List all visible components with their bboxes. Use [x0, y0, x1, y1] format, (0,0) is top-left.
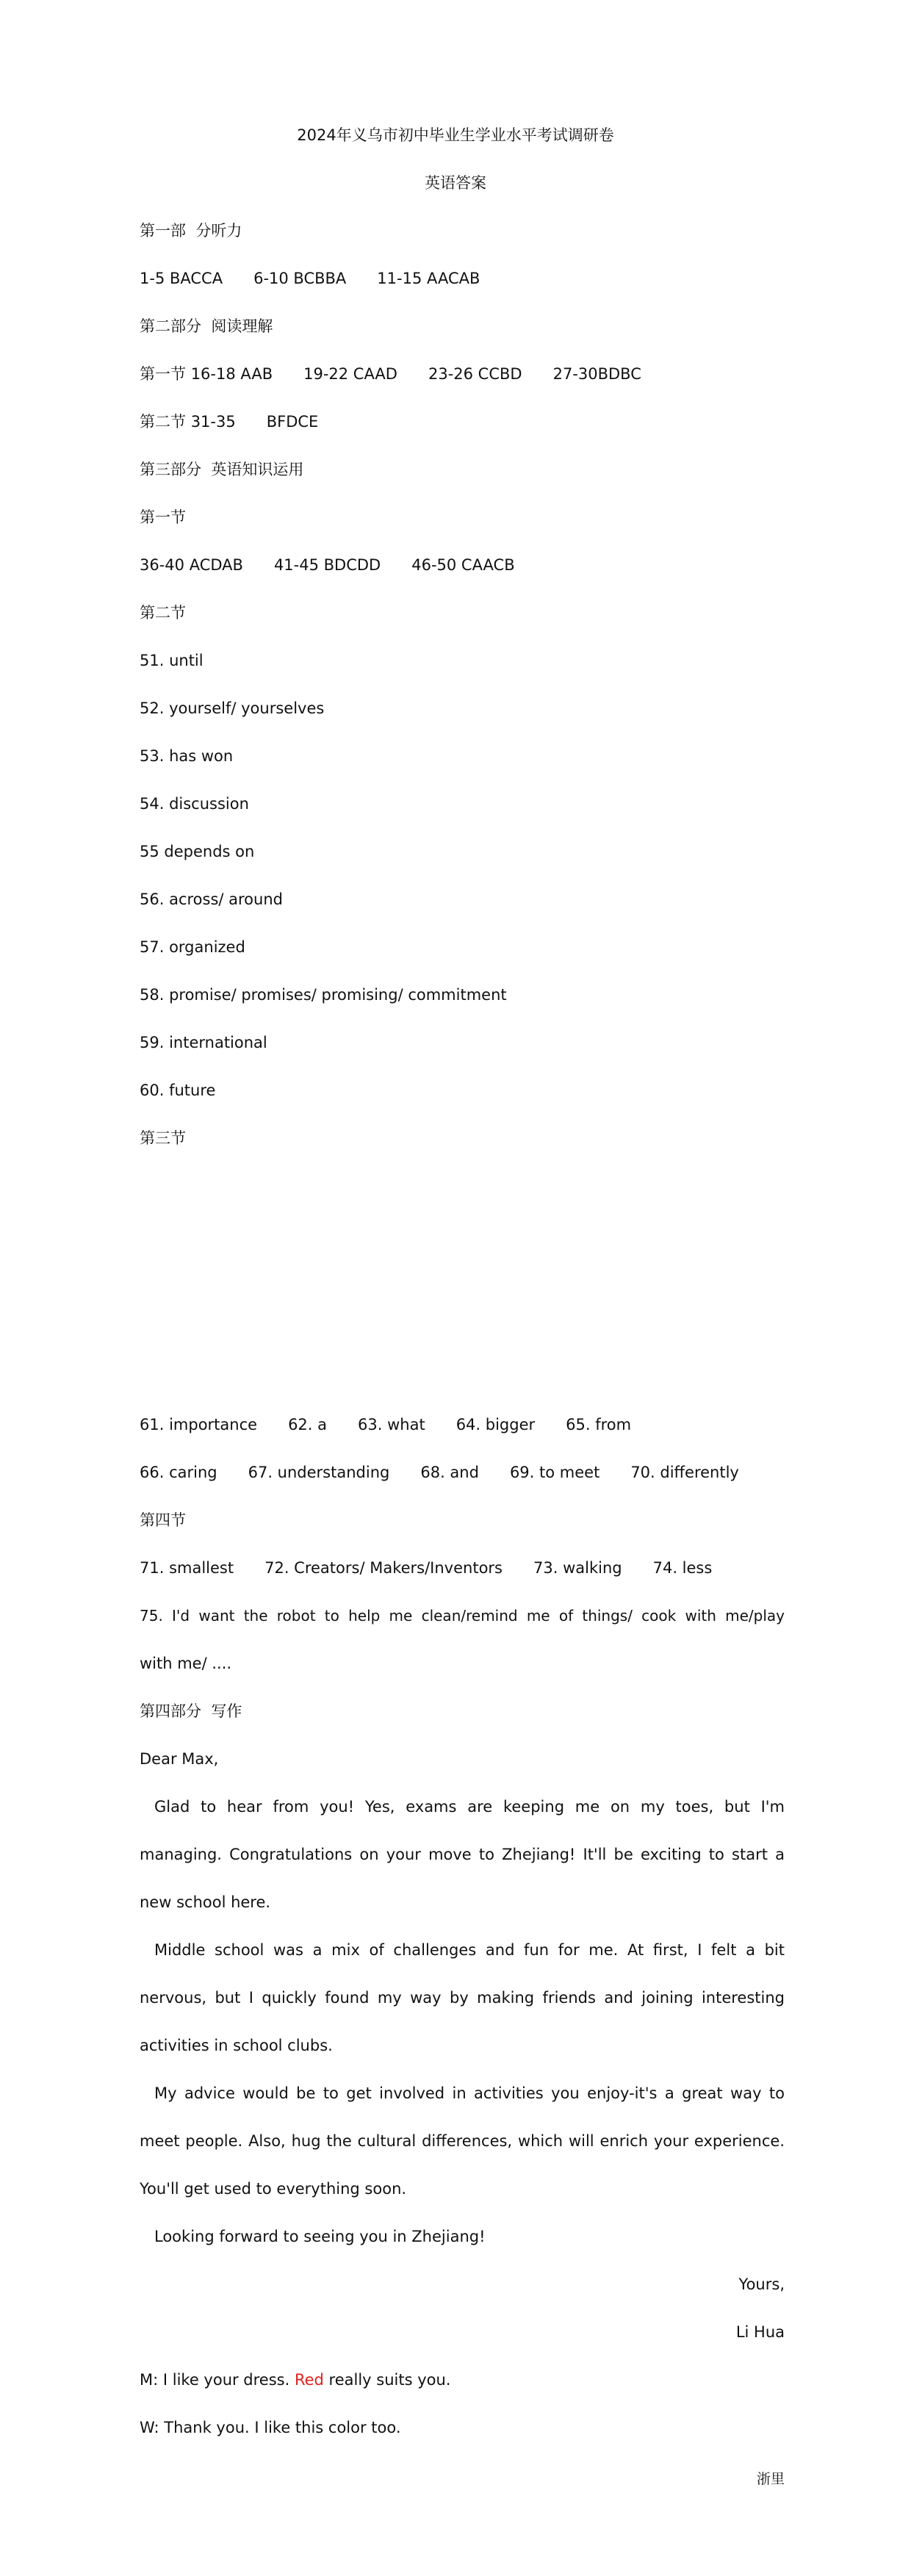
letter-signature: Li Hua — [735, 2323, 785, 2341]
part3-section3-row2: 66. caring 67. understanding 68. and 69. to meet 70. differently — [140, 1464, 739, 1481]
letter-p1-line3: new school here. — [140, 1893, 271, 1911]
footer-watermark: 浙里 — [756, 2471, 785, 2487]
letter-p1-line1: Glad to hear from you! Yes, exams are keeping me on my toes, but I'm — [154, 1798, 785, 1816]
list-item: 57. organized — [140, 938, 245, 956]
letter-p1-line2: managing. Congratulations on your move to Zhejiang! It'll be exciting to start a — [140, 1846, 785, 1863]
dialogue-m-line: M: I like your dress. Red really suits you. — [140, 2371, 451, 2389]
list-item: 60. future — [140, 1082, 216, 1099]
part3-section4-row1: 71. smallest 72. Creators/ Makers/Inventors 73. walking 74. less — [140, 1559, 713, 1577]
part1-answers: 1-5 BACCA 6-10 BCBBA 11-15 AACAB — [140, 270, 480, 287]
list-item: 54. discussion — [140, 795, 249, 813]
letter-closing: Yours, — [738, 2275, 785, 2293]
part3-heading: 第三部分 英语知识运用 — [140, 461, 304, 478]
part1-heading: 第一部 分听力 — [140, 222, 242, 240]
letter-p4: Looking forward to seeing you in Zhejiang! — [154, 2228, 486, 2245]
list-item: 56. across/ around — [140, 891, 283, 908]
part3-section2-label: 第二节 — [140, 604, 186, 622]
letter-p3-line3: You'll get used to everything soon. — [140, 2180, 407, 2198]
list-item: 53. has won — [140, 747, 234, 765]
highlight-word: Red — [294, 2371, 324, 2389]
part3-section3-label: 第三节 — [140, 1129, 186, 1147]
part3-section3-row1: 61. importance 62. a 63. what 64. bigger 65. from — [140, 1416, 632, 1433]
letter-greeting: Dear Max, — [140, 1750, 219, 1768]
q75-line2: with me/ .... — [140, 1655, 232, 1672]
part2-section1-answers: 第一节 16-18 AAB 19-22 CAAD 23-26 CCBD 27-30BDBC — [140, 365, 641, 383]
part3-section1-answers: 36-40 ACDAB 41-45 BDCDD 46-50 CAACB — [140, 556, 515, 574]
letter-p2-line3: activities in school clubs. — [140, 2037, 333, 2054]
list-item: 52. yourself/ yourselves — [140, 699, 325, 717]
dialogue-w-line: W: Thank you. I like this color too. — [140, 2419, 401, 2436]
part4-heading: 第四部分 写作 — [140, 1702, 242, 1720]
page-title: 2024年义乌市初中毕业生学业水平考试调研卷 — [297, 126, 614, 144]
list-item: 58. promise/ promises/ promising/ commitment — [140, 986, 507, 1004]
letter-p3-line2: meet people. Also, hug the cultural differences, which will enrich your experience. — [140, 2132, 785, 2150]
part2-section2-answers: 第二节 31-35 BFDCE — [140, 413, 319, 431]
list-item: 55 depends on — [140, 843, 255, 860]
letter-p2-line1: Middle school was a mix of challenges and fun for me. At first, I felt a bit — [154, 1941, 785, 1959]
part3-section4-label: 第四节 — [140, 1511, 186, 1529]
list-item: 51. until — [140, 652, 204, 669]
part3-section1-label: 第一节 — [140, 508, 186, 526]
letter-p2-line2: nervous, but I quickly found my way by making friends and joining interesting — [140, 1989, 785, 2007]
letter-p3-line1: My advice would be to get involved in activities you enjoy-it's a great way to — [154, 2084, 785, 2102]
page-subtitle: 英语答案 — [425, 174, 486, 192]
part2-heading: 第二部分 阅读理解 — [140, 317, 273, 335]
list-item: 59. international — [140, 1034, 267, 1051]
q75-line1: 75. I'd want the robot to help me clean/remind me of things/ cook with me/play — [140, 1607, 785, 1625]
